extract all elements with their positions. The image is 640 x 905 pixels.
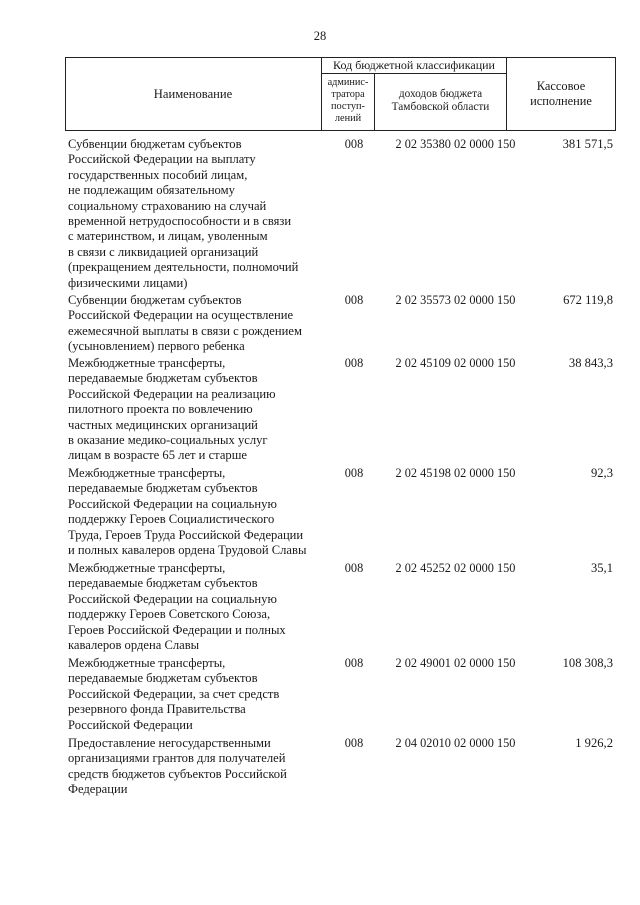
table-row <box>65 656 616 736</box>
row-name <box>65 356 326 466</box>
header-name: Наименование <box>153 87 233 101</box>
row-name-line: частных медицинских организаций <box>68 417 258 432</box>
row-name-line: Предоставление негосударственными <box>68 736 271 750</box>
row-name-line: лицам в возрасте 65 лет и старше <box>68 448 247 463</box>
row-name-line: Российской Федерации на выплату <box>68 152 256 167</box>
table-body <box>65 137 616 800</box>
header-bottom-border <box>65 130 616 131</box>
row-amount: 672 119,8 <box>563 293 613 307</box>
row-name <box>65 561 326 656</box>
row-name-line: государственных пособий лицам, <box>68 167 248 182</box>
row-name-line: социальному страхованию на случай <box>68 198 267 213</box>
row-admin-code: 008 <box>344 137 364 151</box>
row-amount: 1 926,2 <box>575 736 613 750</box>
header-admin-line: поступ- <box>331 101 365 112</box>
row-name-line: Межбюджетные трансферты, <box>68 466 226 480</box>
row-name-line: и полных кавалеров ордена Трудовой Славы <box>68 543 307 558</box>
row-budget-code: 2 02 45252 02 0000 150 <box>395 561 516 575</box>
header-revenue <box>375 88 506 114</box>
row-name-line: резервного фонда Правительства <box>68 702 246 717</box>
table-header <box>65 57 616 131</box>
header-admin-line: тратора <box>331 89 365 100</box>
row-amount: 35,1 <box>590 561 613 575</box>
table-row <box>65 356 616 466</box>
row-name-line: Российской Федерации на социальную <box>68 496 277 511</box>
header-revenue-line: Тамбовской области <box>391 101 490 113</box>
table-row <box>65 293 616 356</box>
row-name-line: кавалеров ордена Славы <box>68 638 200 653</box>
row-name-line: временной нетрудоспособности и в связи <box>68 214 292 229</box>
row-name-line: ежемесячной выплаты в связи с рождением <box>68 323 302 338</box>
row-name-line: Межбюджетные трансферты, <box>68 561 226 575</box>
row-amount: 38 843,3 <box>568 356 613 370</box>
row-name-line: Межбюджетные трансферты, <box>68 656 226 670</box>
table-row <box>65 466 616 561</box>
header-admin <box>322 77 374 125</box>
page-number: 28 <box>313 29 327 43</box>
row-name-line: в связи с ликвидацией организаций <box>68 244 259 259</box>
row-name-line: Субвенции бюджетам субъектов <box>68 293 242 307</box>
header-admin-line: лений <box>334 113 362 124</box>
row-name-line: Труда, Героев Труда Российской Федерации <box>68 527 304 542</box>
row-name-line: передаваемые бюджетам субъектов <box>68 576 258 591</box>
row-admin-code: 008 <box>344 466 364 480</box>
header-cash-line: Кассовое <box>536 79 586 93</box>
row-amount: 92,3 <box>590 466 613 480</box>
row-name-line: (усыновлением) первого ребенка <box>68 339 245 354</box>
row-name-line: Российской Федерации на реализацию <box>68 386 276 401</box>
row-name-line: передаваемые бюджетам субъектов <box>68 371 258 386</box>
row-admin-code: 008 <box>344 356 364 370</box>
row-name-line: Российской Федерации на осуществление <box>68 308 294 323</box>
row-budget-code: 2 02 45109 02 0000 150 <box>395 356 516 370</box>
row-name-line: Российской Федерации, за счет средств <box>68 686 280 701</box>
row-name-line: Межбюджетные трансферты, <box>68 356 226 370</box>
row-budget-code: 2 02 49001 02 0000 150 <box>395 656 516 670</box>
header-right-border <box>615 57 616 131</box>
row-name-line: Федерации <box>68 782 128 797</box>
row-budget-code: 2 02 35573 02 0000 150 <box>395 293 516 307</box>
row-budget-code: 2 02 35380 02 0000 150 <box>395 137 516 151</box>
row-name-line: Субвенции бюджетам субъектов <box>68 137 242 151</box>
row-name-line: передаваемые бюджетам субъектов <box>68 481 258 496</box>
row-name-line: пилотного проекта по вовлечению <box>68 402 253 417</box>
table-row <box>65 137 616 293</box>
row-name-line: Героев Российской Федерации и полных <box>68 622 286 637</box>
row-name-line: в оказание медико-социальных услуг <box>68 433 268 448</box>
header-revenue-line: доходов бюджета <box>398 88 483 100</box>
row-name-line: организациями грантов для получателей <box>68 751 286 766</box>
row-name-line: (прекращением деятельности, полномочий <box>68 260 299 275</box>
row-amount: 381 571,5 <box>562 137 613 151</box>
row-amount: 108 308,3 <box>562 656 613 670</box>
row-admin-code: 008 <box>344 736 364 750</box>
header-divider-code <box>322 73 506 74</box>
table-row <box>65 736 616 800</box>
header-budget-code: Код бюджетной классификации <box>333 58 495 72</box>
row-name-line: физическими лицами) <box>68 275 188 290</box>
row-name-line: не подлежащим обязательному <box>68 183 235 198</box>
row-budget-code: 2 04 02010 02 0000 150 <box>395 736 516 750</box>
row-budget-code: 2 02 45198 02 0000 150 <box>395 466 516 480</box>
row-name <box>65 736 326 800</box>
row-name <box>65 656 326 736</box>
row-name-line: передаваемые бюджетам субъектов <box>68 671 258 686</box>
row-admin-code: 008 <box>344 561 364 575</box>
row-admin-code: 008 <box>344 293 364 307</box>
table-row <box>65 561 616 656</box>
row-name <box>65 137 326 293</box>
row-admin-code: 008 <box>344 656 364 670</box>
row-name-line: поддержку Героев Социалистического <box>68 512 275 527</box>
row-name-line: Российской Федерации на социальную <box>68 591 277 606</box>
row-name-line: поддержку Героев Советского Союза, <box>68 607 271 622</box>
row-name-line: Российской Федерации <box>68 717 193 732</box>
row-name-line: с материнством, и лицам, уволенным <box>68 229 268 244</box>
header-admin-line: админис- <box>327 77 369 88</box>
header-cash <box>507 79 615 109</box>
row-name-line: средств бюджетов субъектов Российской <box>68 766 287 781</box>
header-cash-line: исполнение <box>530 94 592 108</box>
row-name <box>65 293 326 356</box>
row-name <box>65 466 326 561</box>
